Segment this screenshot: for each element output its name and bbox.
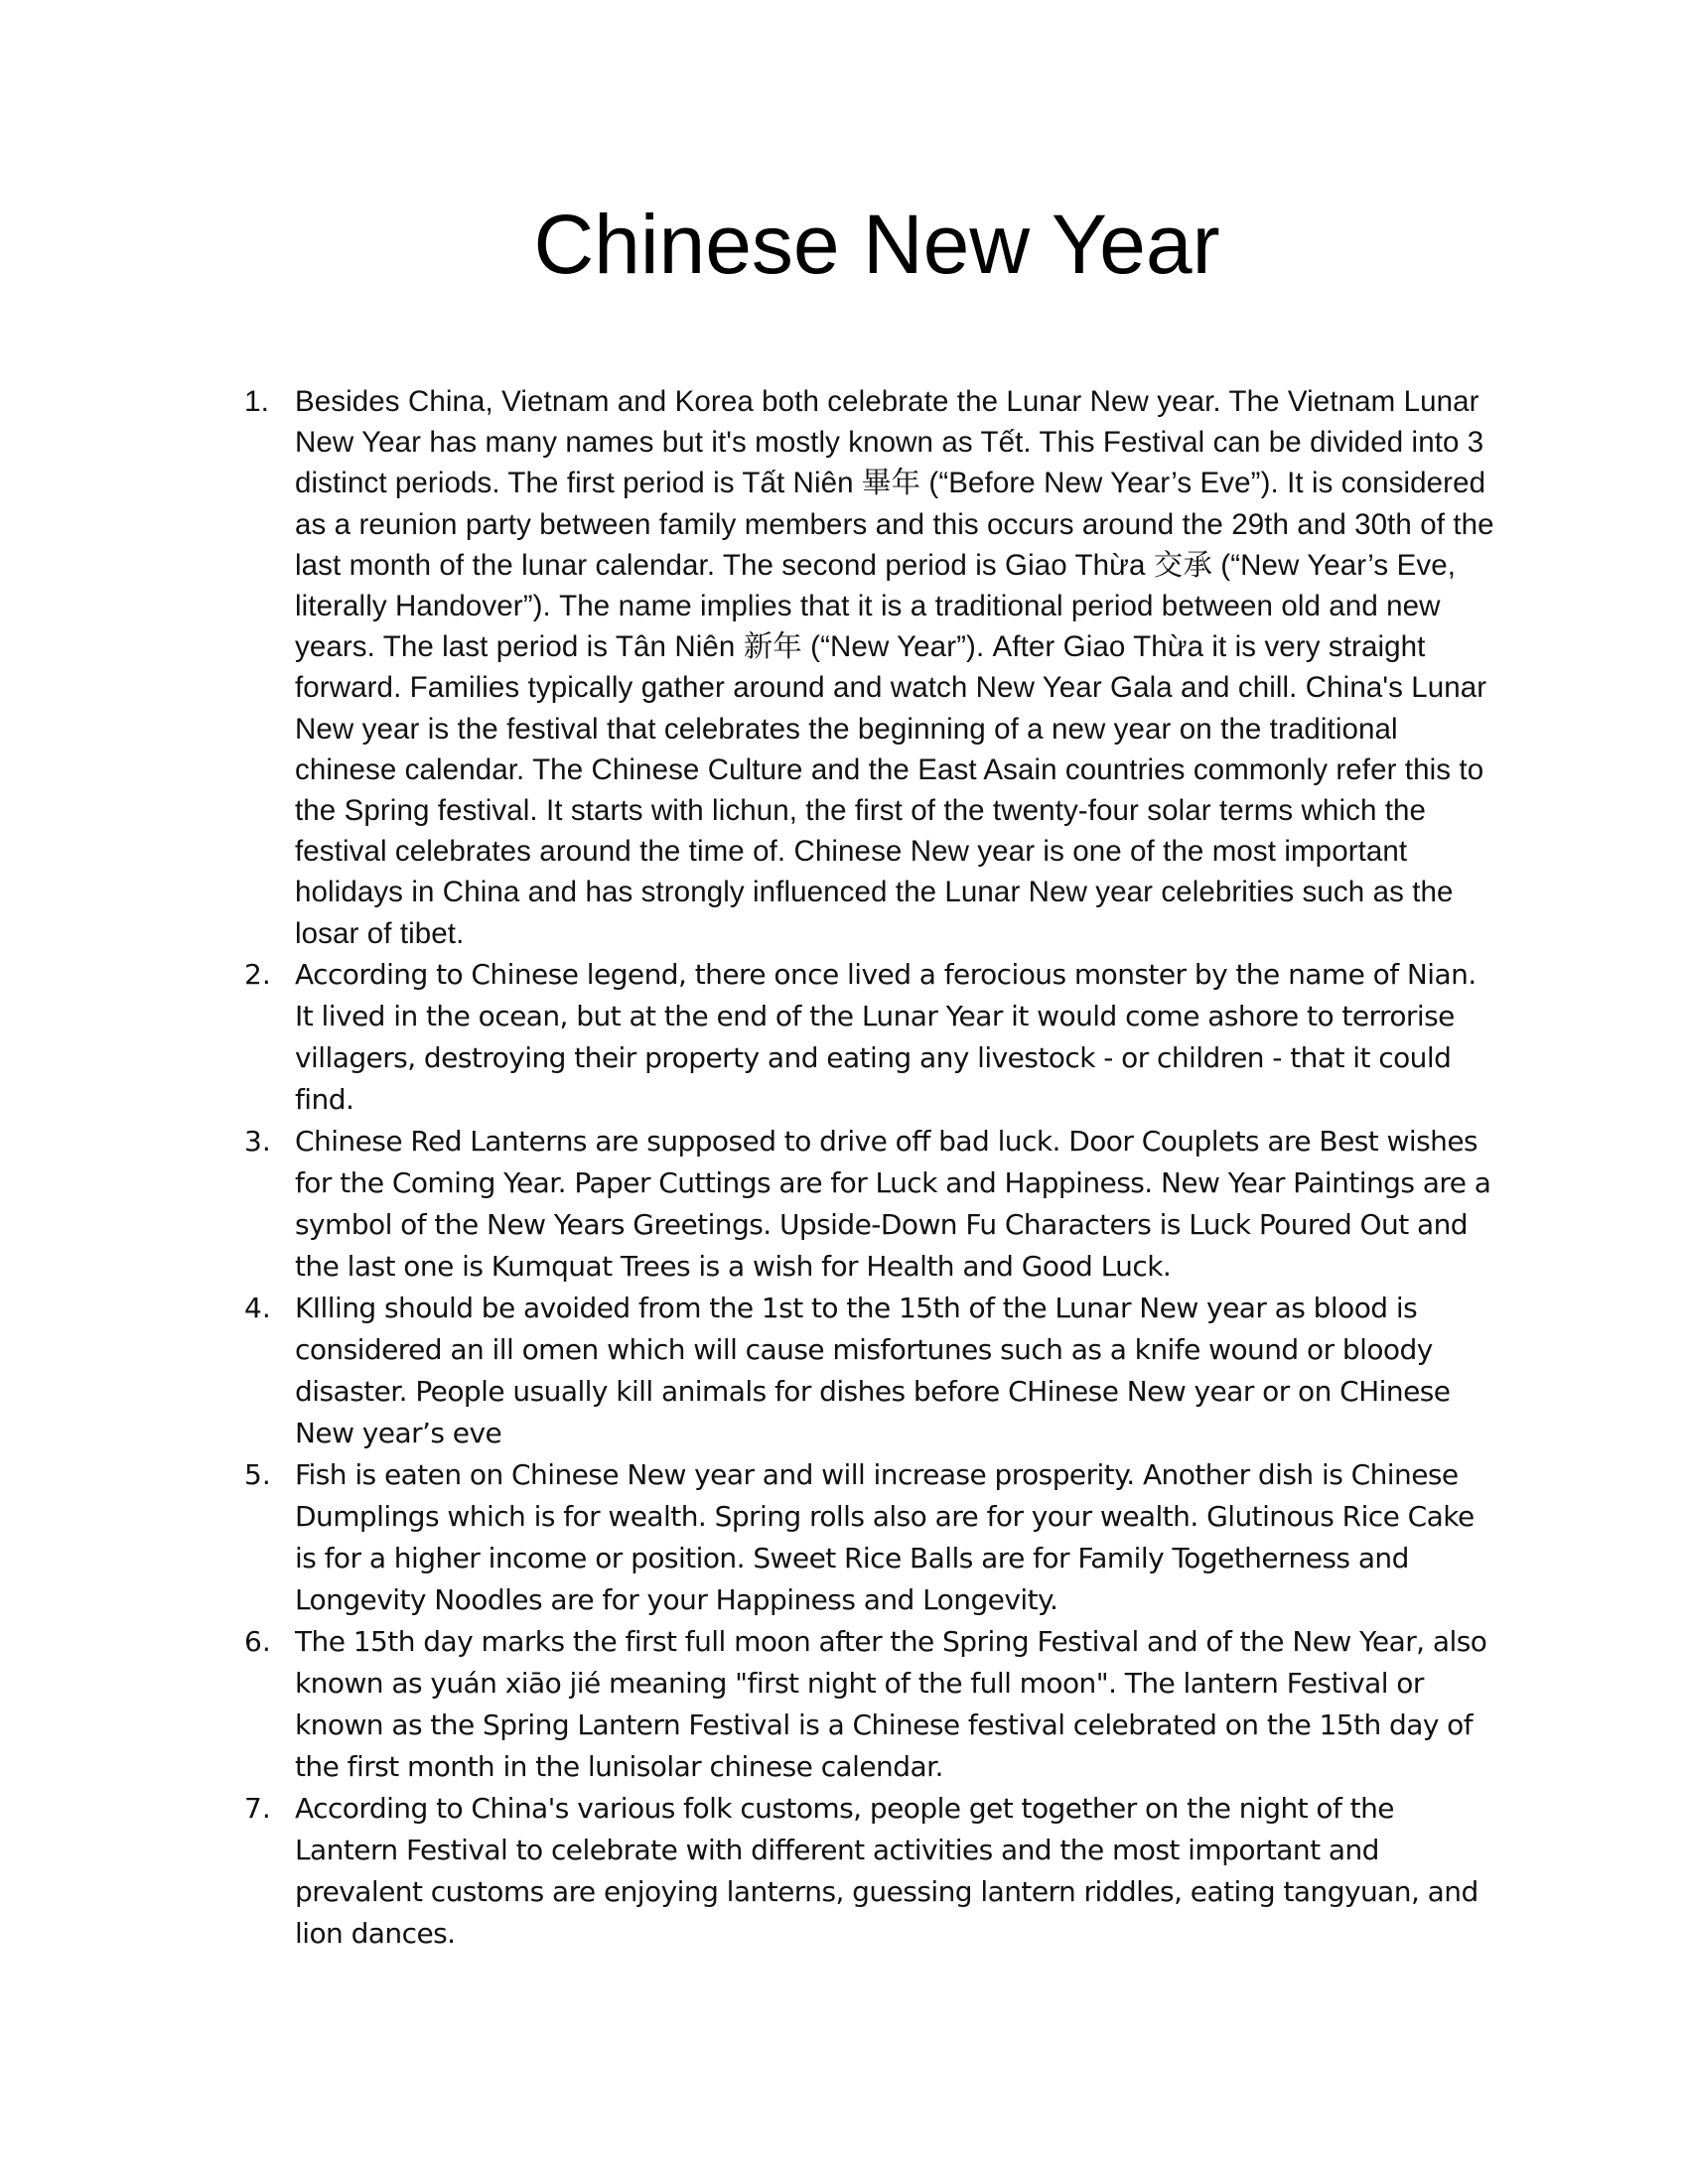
list-item-text: The 15th day marks the first full moon after the Spring Festival and of the New Year, also known as yuán xiāo jié meaning "first night of the full moon". The lantern Festival or known as the Spring Lantern Festival is a Chinese festival celebrated on the 15th day of the first month in the lunisolar chinese calendar. — [295, 1624, 1487, 1783]
list-item-number: 6. — [244, 1624, 271, 1658]
list-item — [0, 1454, 1494, 1621]
list-item-text: According to China's various folk customs, people get together on the night of the Lantern Festival to celebrate with different activities and the most important and prevalent customs are enjoying lanterns, guessing lantern riddles, eating tangyuan, and lion dances. — [295, 1791, 1478, 1950]
list-item-number: 3. — [244, 1124, 271, 1158]
list-item — [0, 381, 1494, 954]
page-title: Chinese New Year — [533, 198, 1220, 291]
list-item-number: 2. — [244, 957, 271, 991]
list-item — [0, 1288, 1494, 1454]
list-item-text: KIlling should be avoided from the 1st to the 15th of the Lunar New year as blood is considered an ill omen which will cause misfortunes such as a knife wound or bloody disaster. People usually kill animals for dishes before CHinese New year or on CHinese New year’s eve — [295, 1291, 1451, 1449]
list-item-text: According to Chinese legend, there once lived a ferocious monster by the name of Nian. It lived in the ocean, but at the end of the Lunar Year it would come ashore to terrorise villagers, destroying their property and eating any livestock - or children - that it could find. — [295, 957, 1477, 1116]
list-item — [0, 1121, 1494, 1288]
list-item-text: Chinese Red Lanterns are supposed to drive off bad luck. Door Couplets are Best wishes for the Coming Year. Paper Cuttings are for Luck and Happiness. New Year Paintings are a symbol of the New Years Greetings. Upside-Down Fu Characters is Luck Poured Out and the last one is Kumquat Trees is a wish for Health and Good Luck. — [295, 1124, 1491, 1283]
list-item-number: 7. — [244, 1791, 271, 1825]
list-item — [0, 1788, 1494, 1955]
list-item-text: Besides China, Vietnam and Korea both celebrate the Lunar New year. The Vietnam Lunar New Year has many names but it's mostly known as Tết. This Festival can be divided into 3 distinct periods. The first period is Tất Niên 畢年 (“Before New Year’s Eve”). It is considered as a reunion party between family members and this occurs around the 29th and 30th of the last month of the lunar calendar. The second period is Giao Thừa 交承 (“New Year’s Eve, literally Handover”). The name implies that it is a traditional period between old and new years. The last period is Tân Niên 新年 (“New Year”). After Giao Thừa it is very straight forward. Families typically gather around and watch New Year Gala and chill. China's Lunar New year is the festival that celebrates the beginning of a new year on the traditional chinese calendar. The Chinese Culture and the East Asain countries commonly refer this to the Spring festival. It starts with lichun, the first of the twenty-four solar terms which the festival celebrates around the time of. Chinese New year is one of the most important holidays in China and has strongly influenced the Lunar New year celebrities such as the losar of tibet. — [295, 385, 1494, 950]
list-item-number: 4. — [244, 1291, 271, 1324]
numbered-list — [0, 381, 1494, 1955]
list-item — [0, 1621, 1494, 1788]
list-item-text: Fish is eaten on Chinese New year and will increase prosperity. Another dish is Chinese Dumplings which is for wealth. Spring rolls also are for your wealth. Glutinous Rice Cake is for a higher income or position. Sweet Rice Balls are for Family Togetherness and Longevity Noodles are for your Happiness and Longevity. — [295, 1457, 1475, 1616]
list-item — [0, 954, 1494, 1121]
list-item-number: 1. — [244, 385, 270, 418]
list-item-number: 5. — [244, 1457, 271, 1491]
